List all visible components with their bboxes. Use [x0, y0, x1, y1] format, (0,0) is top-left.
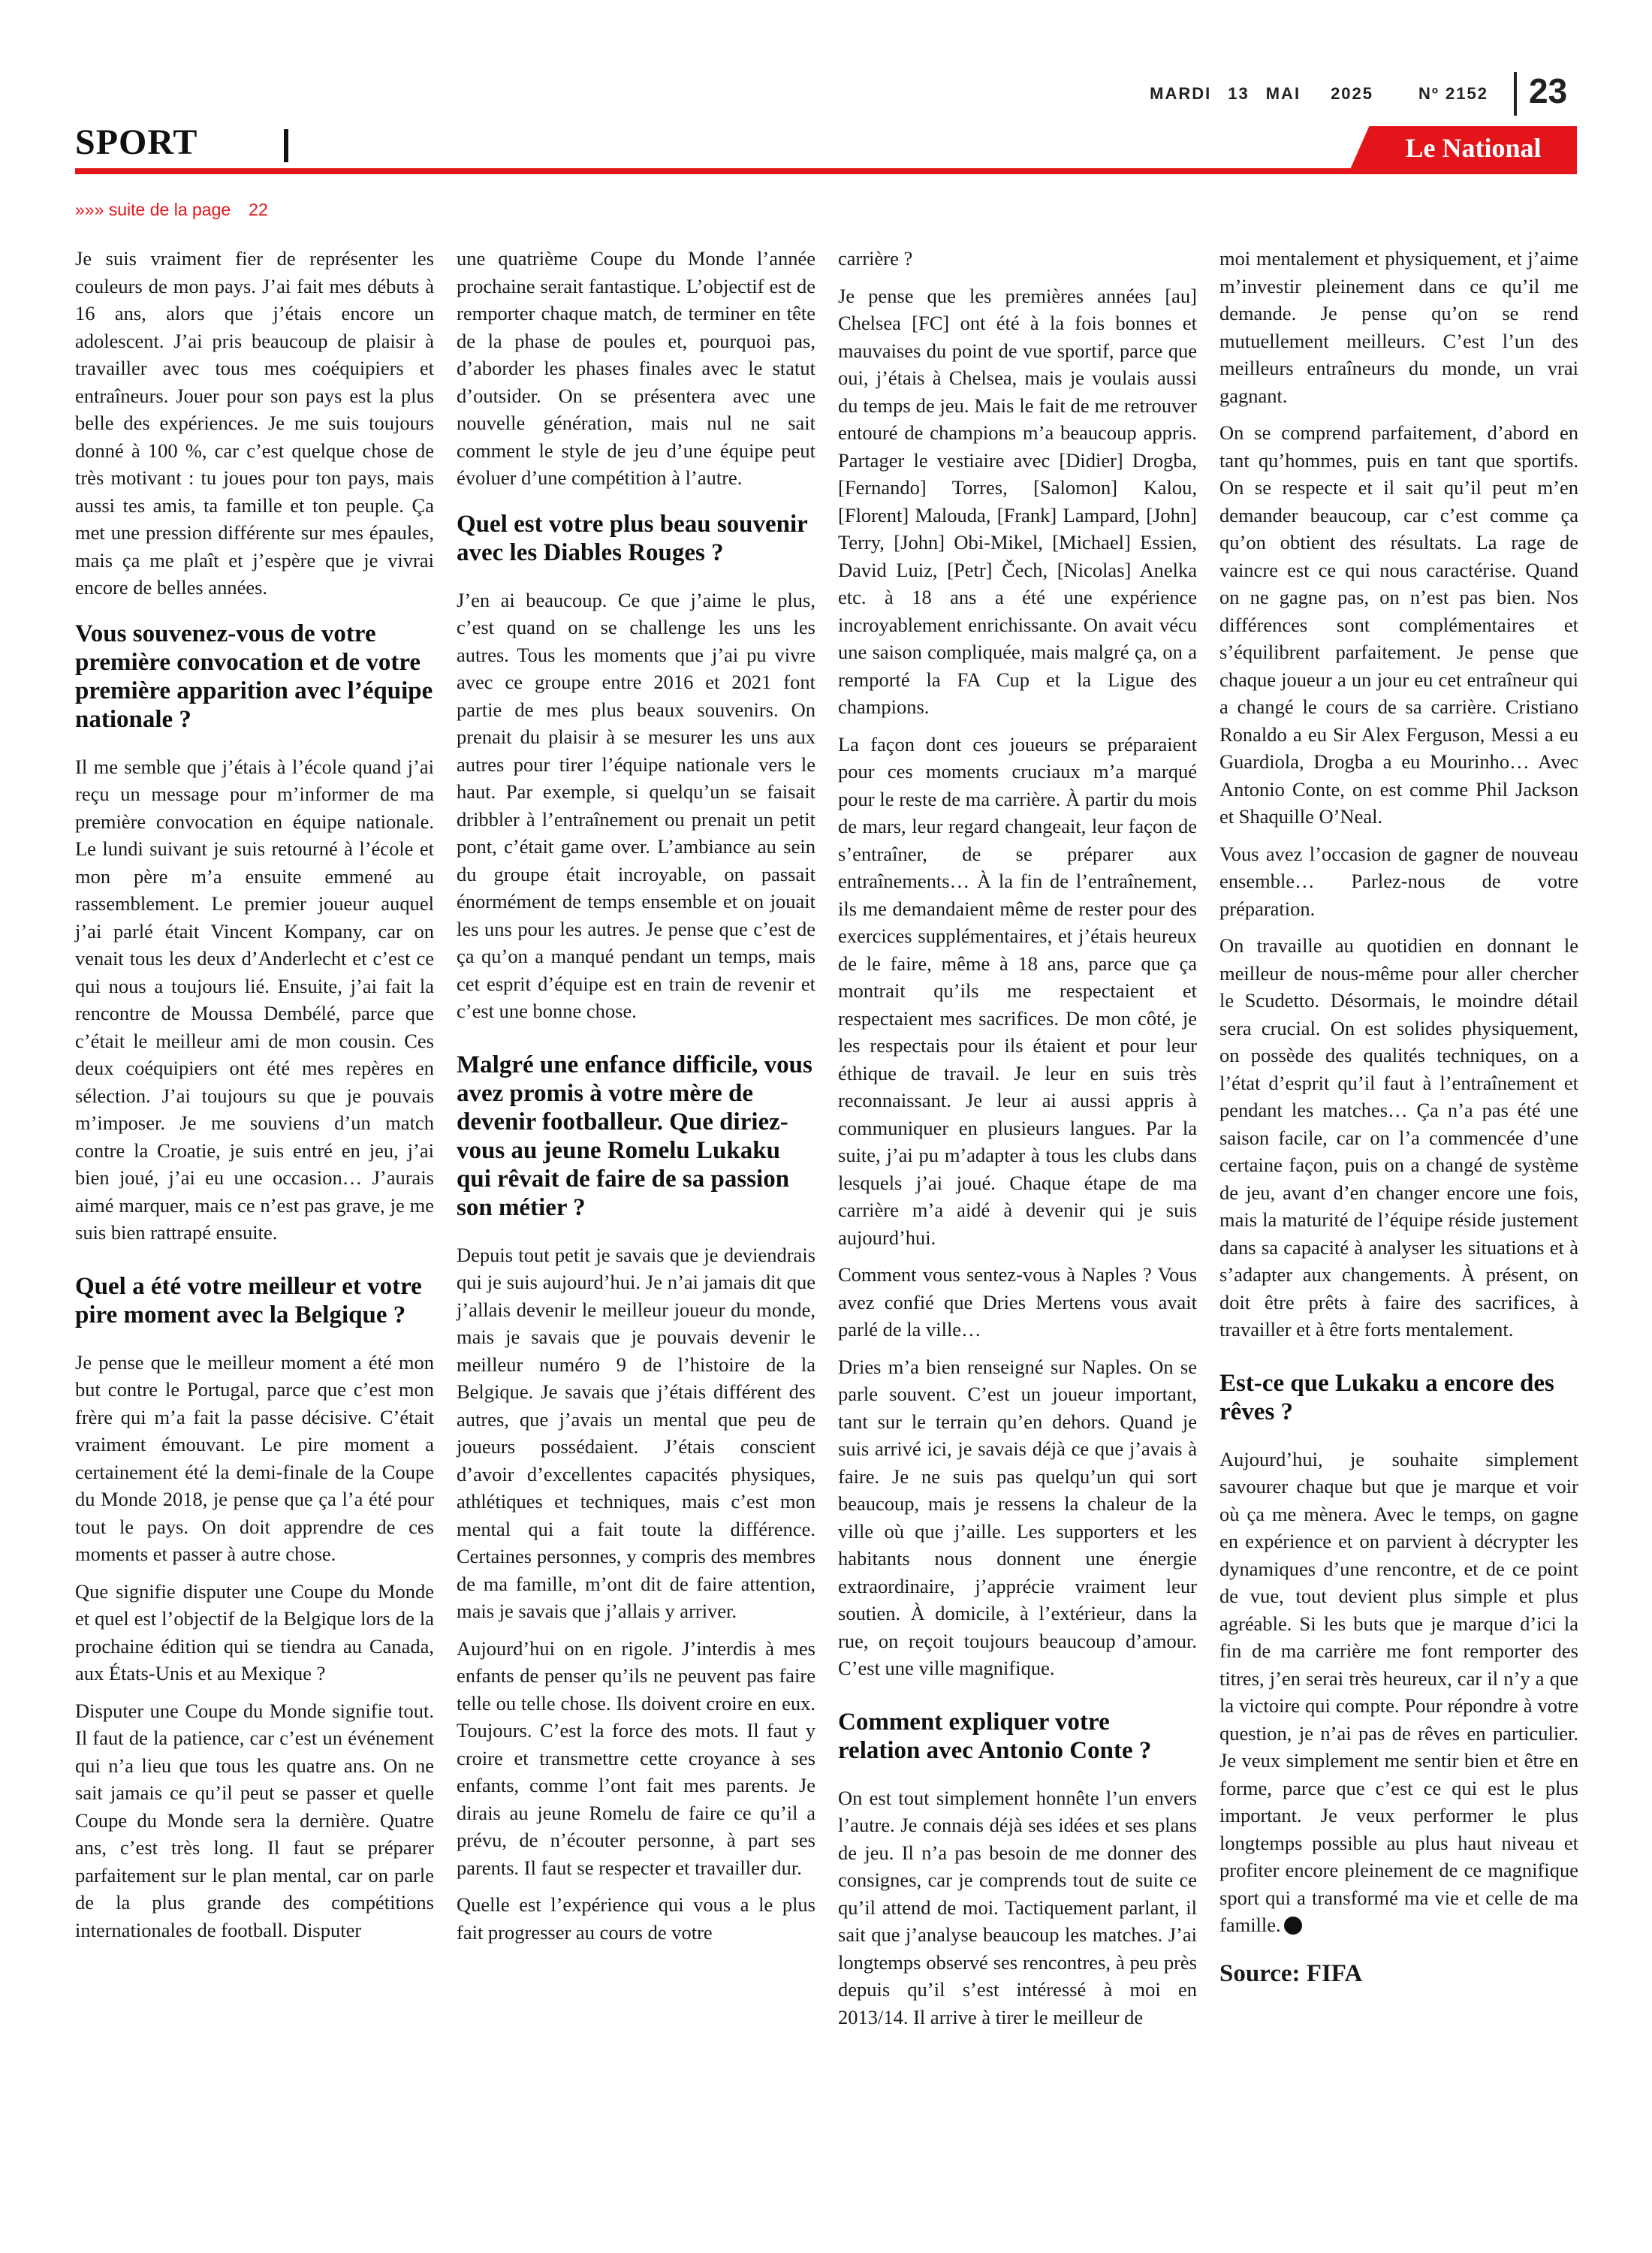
article-column-1 — [75, 245, 434, 1953]
day-number: 13 — [1228, 84, 1250, 103]
paragraph: Je pense que le meilleur moment a été mon but contre le Portugal, parce que c’est mon frère qui m’a fait la passe décisive. C’était vraiment émouvant. Le pire moment a certainement été la demi-finale de la Coupe du Monde 2018, je pense que ça l’a été pour tout le pays. On doit apprendre de ces moments et passer à autre chose. — [75, 1350, 434, 1565]
paragraph: Que signifie disputer une Coupe du Monde et quel est l’objectif de la Belgique lors de la prochaine édition qui se tiendra au Canada, aux États-Unis et au Mexique ? — [75, 1579, 434, 1684]
header-rule — [75, 168, 1577, 174]
end-of-article-icon — [1284, 1917, 1302, 1935]
final-text: Aujourd’hui, je souhaite simplement savourer chaque but que je marque et voir où ça me mènera. Avec le temps, on gagne en expérience et on parvient à décrypter les dynamiques d’une rencontre, et de ce point de vue, tout devient plus simple et plus agréable. Si les buts que je marque d’ici la fin de ma carrière me font remporter des titres, j’en serai très heureux, car il n’y a que la victoire qui compte. Pour répondre à votre question, je n’ai pas de rêves en particulier. Je veux simplement me sentir bien et être en forme, parce que c’est ce qui est le plus important. Je veux performer le plus longtemps possible au plus haut niveau et profiter encore pleinement de ce magnifique sport qui a transformé ma vie et celle de ma famille. — [1219, 1447, 1578, 1936]
paragraph: J’en ai beaucoup. Ce que j’aime le plus, c’est quand on se challenge les uns les autres. Tous les moments que j’ai pu vivre avec ce groupe entre 2016 et 2021 font partie de mes plus beaux souvenirs. On prenait du plaisir à se mesurer les uns aux autres pour tirer l’équipe nationale vers le haut. Par exemple, si quelqu’un se faisait dribbler à l’entraînement ou prenait un petit pont, c’était game over. L’ambiance au sein du groupe était incroyable, on passait énormément de temps ensemble et on jouait les uns pour les autres. Je pense que c’est de ça qu’on a manqué pendant un temps, mais cet esprit d’équipe est en train de revenir et c’est une bonne chose. — [457, 588, 815, 1022]
paragraph: Vous avez l’occasion de gagner de nouveau ensemble… Parlez-nous de votre préparation. — [1219, 842, 1578, 920]
page-number: 23 — [1529, 71, 1568, 110]
paragraph: Je suis vraiment fier de représenter les couleurs de mon pays. J’ai fait mes débuts à 16 ans, alors que j’étais encore un adolescent. J’ai pris beaucoup de plaisir à travailler avec tous mes coéquipiers et entraîneurs. Jouer pour son pays est la plus belle des expériences. Je me suis toujours donné à 100 %, car c’est quelque chose de très motivant : tu joues pour ton pays, mais aussi tes amis, ta famille et ton peuple. Ça met une pression différente sur mes épaules, mais ça me plaît et j’espère que je vivrai encore de belles années. — [75, 247, 434, 599]
weekday: MARDI — [1150, 84, 1212, 103]
article-column-3 — [838, 245, 1197, 2040]
paragraph: Comment vous sentez-vous à Naples ? Vous avez confié que Dries Mertens vous avait parlé de la ville… — [838, 1263, 1197, 1341]
year: 2025 — [1331, 84, 1374, 103]
paragraph: Il me semble que j’étais à l’école quand j’ai reçu un message pour m’informer de ma première convocation en équipe nationale. Le lundi suivant je suis retourné à l’école et mon père m’a ensuite emmené au rassemblement. Le premier joueur auquel j’ai parlé était Vincent Kompany, car on venait tous les deux d’Anderlecht et c’est ce qui nous a toujours lié. Ensuite, j’ai fait la rencontre de Moussa Dembélé, parce que c’était le meilleur ami de mon cousin. Ces deux coéquipiers ont été mes repères en sélection. J’ai toujours su que je pouvais m’imposer. Je me souviens d’un match contre la Croatie, je suis entré en jeu, j’ai bien joué, j’ai eu une occasion… J’aurais aimé marquer, mais ce n’est pas grave, je me suis bien rattrapé ensuite. — [75, 755, 434, 1244]
question-heading: Quel est votre plus beau souvenir avec les Diables Rouges ? — [457, 510, 808, 566]
continuation-page: 22 — [249, 200, 268, 219]
section-title: SPORT — [75, 122, 198, 162]
month: MAI — [1265, 84, 1301, 103]
source-credit: Source: FIFA — [1219, 1959, 1363, 1987]
question-heading: Comment expliquer votre relation avec Antonio Conte ? — [838, 1708, 1152, 1764]
continuation-note — [75, 200, 268, 220]
paragraph: une quatrième Coupe du Monde l’année prochaine serait fantastique. L’objectif est de remporter chaque match, de terminer en tête de la phase de poules et, pourquoi pas, d’aborder les phases finales avec le statut d’outsider. On se présentera avec une nouvelle génération, mais nul ne sait comment le style de jeu d’une équipe peut évoluer d’une compétition à l’autre. — [457, 247, 815, 489]
paragraph: moi mentalement et physiquement, et j’aime m’investir pleinement dans ce qu’il me demande. Je pense qu’on se rend mutuellement meilleurs. C’est l’un des meilleurs entraîneurs du monde, un vrai gagnant. — [1219, 247, 1578, 407]
paragraph: Disputer une Coupe du Monde signifie tout. Il faut de la patience, car c’est un événement qui n’a lieu que tous les quatre ans. On ne sait jamais ce qu’il peut se passer et quelle Coupe du Monde sera la dernière. Quatre ans, c’est très long. Il faut se préparer parfaitement sur le plan mental, car on parle de la plus grande des compétitions internationales de football. Disputer — [75, 1699, 434, 1941]
paragraph: On se comprend parfaitement, d’abord en tant qu’hommes, puis en tant que sportifs. On se respecte et il sait qu’il peut m’en demander beaucoup, car c’est comme ça qu’on obtient des résultats. La rage de vaincre est ce qui nous caractérise. Quand on ne gagne pas, on n’est pas bien. Nos différences sont complémentaires et s’équilibrent parfaitement. Je pense que chaque joueur a un jour eu cet entraîneur qui a changé le cours de sa carrière. Cristiano Ronaldo a eu Sir Alex Ferguson, Messi a eu Guardiola, Drogba a eu Mourinho… Avec Antonio Conte, on est comme Phil Jackson et Shaquille O’Neal. — [1219, 421, 1578, 828]
article-column-2 — [457, 245, 815, 1956]
question-heading: Vous souvenez-vous de votre première convocation et de votre première apparition avec l’équipe nationale ? — [75, 620, 433, 733]
paragraph: carrière ? — [838, 247, 913, 270]
issue-number: Nº 2152 — [1418, 84, 1488, 103]
question-heading: Quel a été votre meilleur et votre pire moment avec la Belgique ? — [75, 1272, 422, 1329]
paragraph-final — [1219, 1446, 1578, 1939]
section-divider — [284, 129, 288, 162]
brand-name: Le National — [1405, 133, 1542, 163]
paragraph: On est tout simplement honnête l’un envers l’autre. Je connais déjà ses idées et ses plans de jeu. Il n’a pas besoin de me donner des consignes, car je comprends tout de suite ce qu’il attend de moi. Tactiquement parlant, il sait que j’analyse beaucoup les matches. J’ai longtemps observé ses rencontres, à peu près depuis qu’il s’est intéressé à moi en 2013/14. Il arrive à tirer le meilleur de — [838, 1786, 1197, 2028]
date-line — [1133, 84, 1488, 104]
question-heading: Malgré une enfance difficile, vous avez promis à votre mère de devenir footballeur. Que diriez-vous au jeune Romelu Lukaku qui rêvait de faire de sa passion son métier ? — [457, 1051, 812, 1221]
article-column-4 — [1219, 245, 1578, 1997]
page-number-divider — [1514, 72, 1517, 116]
paragraph: Aujourd’hui on en rigole. J’interdis à mes enfants de penser qu’ils ne peuvent pas faire telle ou telle chose. Ils doivent croire en eux. Toujours. C’est la force des mots. Il faut y croire et transmettre cette croyance à ses enfants, comme l’ont fait mes parents. Je dirais au jeune Romelu de faire ce qu’il a prévu, de n’écouter personne, à part ses parents. Il faut se respecter et travailler dur. — [457, 1636, 815, 1879]
paragraph: Quelle est l’expérience qui vous a le plus fait progresser au cours de votre — [457, 1893, 815, 1944]
paragraph: Depuis tout petit je savais que je deviendrais qui je suis aujourd’hui. Je n’ai jamais dit que j’allais devenir le meilleur joueur du monde, mais je savais que je pouvais devenir le meilleur numéro 9 de l’histoire de la Belgique. Je savais que j’étais différent des autres, que j’avais un mental que peu de joueurs possédaient. J’étais conscient d’avoir d’excellentes capacités physiques, athlétiques et techniques, mais c’est mon mental qui a fait toute la différence. Certaines personnes, y compris des membres de ma famille, m’ont dit de faire attention, mais je savais que j’allais y arriver. — [457, 1243, 815, 1622]
paragraph: Je pense que les premières années [au] Chelsea [FC] ont été à la fois bonnes et mauvaises du point de vue sportif, parce que oui, j’étais à Chelsea, mais je voulais aussi du temps de jeu. Mais le fait de me retrouver entouré de champions m’a beaucoup appris. Partager le vestiaire avec [Didier] Drogba, [Fernando] Torres, [Salomon] Kalou, [Florent] Malouda, [Frank] Lampard, [John] Terry, [John] Obi-Mikel, [Michael] Essien, David Luiz, [Petr] Čech, [Nicolas] Anelka etc. à 18 ans a été une expérience incroyablement enrichissante. On avait vécu une saison compliquée, mais malgré ça, on a remporté la FA Cup et la Ligue des champions. — [838, 284, 1197, 718]
question-heading: Est-ce que Lukaku a encore des rêves ? — [1219, 1369, 1554, 1425]
paragraph: On travaille au quotidien en donnant le meilleur de nous-même pour aller chercher le Scudetto. Désormais, le moindre détail sera crucial. On est solides physiquement, on possède des qualités techniques, on a l’état d’esprit qu’il faut à l’entraînement et pendant les matches… Ça n’a pas été une saison facile, car on l’a commencée d’une certaine façon, puis on a changé de système de jeu, avant d’en changer encore une fois, mais la maturité de l’équipe réside justement dans sa capacité à analyser les situations et à s’adapter aux changements. À présent, on doit être prêts à faire des sacrifices, à travailler et à être forts mentalement. — [1219, 934, 1578, 1341]
paragraph: La façon dont ces joueurs se préparaient pour ces moments cruciaux m’a marqué pour le reste de ma carrière. À partir du mois de mars, leur regard changeait, leur façon de s’entraîner, de se préparer aux entraînements… À la fin de l’entraînement, ils me demandaient même de rester pour des exercices supplémentaires, et j’étais heureux de le faire, même à 18 ans, parce que ça montrait qu’ils me respectaient et respectaient mes sacrifices. De mon côté, je les respectais pour ils étaient et pour leur éthique de travail. Je leur en suis très reconnaissant. Je leur ai aussi appris à communiquer en plusieurs langues. Par la suite, j’ai pu m’adapter à tous les clubs dans lesquels j’ai joué. Chaque étape de ma carrière m’a aidé à devenir qui je suis aujourd’hui. — [838, 732, 1197, 1249]
paragraph: Dries m’a bien renseigné sur Naples. On se parle souvent. C’est un joueur important, tant sur le terrain qu’en dehors. Quand je suis arrivé ici, je savais déjà ce que j’avais à faire. Je ne suis pas quelqu’un qui sort beaucoup, mais je ressens la chaleur de la ville où que j’aille. Les supporters et les habitants nous donnent une énergie extraordinaire, j’apprécie vraiment leur soutien. À domicile, à l’extérieur, dans la rue, on reçoit toujours beaucoup d’amour. C’est une ville magnifique. — [838, 1355, 1197, 1679]
continuation-text: »»» suite de la page — [75, 200, 231, 219]
